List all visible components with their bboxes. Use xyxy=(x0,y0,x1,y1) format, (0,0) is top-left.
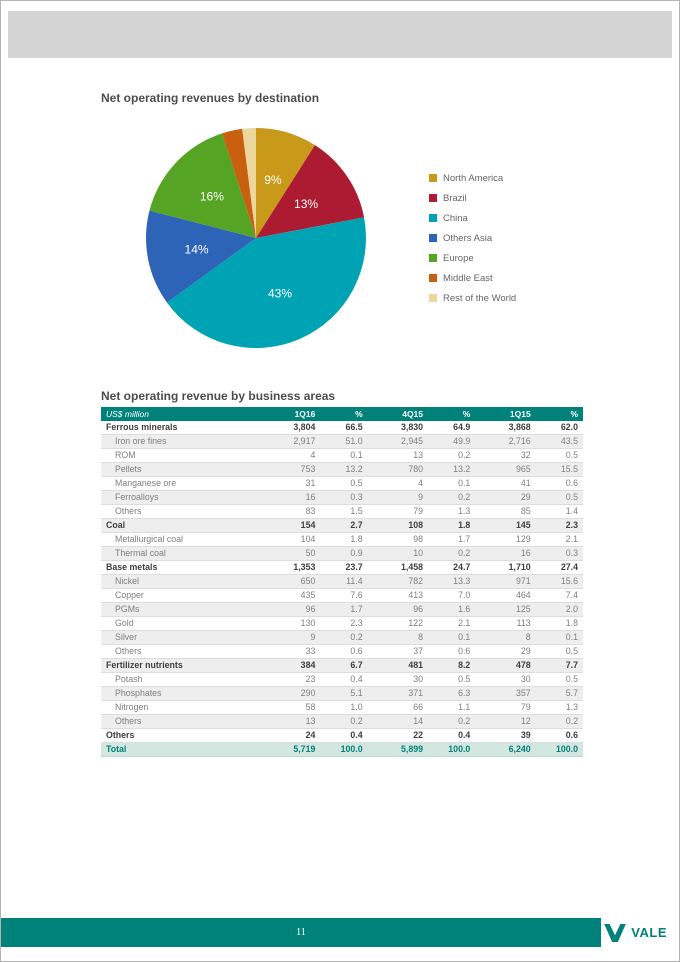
legend-item-others-asia xyxy=(429,233,516,244)
row-value-5: 0.5 xyxy=(536,645,583,659)
row-value-1: 1.8 xyxy=(320,533,367,547)
row-value-2: 37 xyxy=(368,645,428,659)
row-value-3: 8.2 xyxy=(428,659,475,673)
row-value-5: 100.0 xyxy=(536,743,583,757)
row-value-5: 0.6 xyxy=(536,729,583,743)
row-value-3: 1.8 xyxy=(428,519,475,533)
row-value-1: 0.5 xyxy=(320,477,367,491)
row-value-5: 0.5 xyxy=(536,673,583,687)
row-value-3: 0.1 xyxy=(428,477,475,491)
row-value-4: 1,710 xyxy=(475,561,535,575)
pie-slice-percent-label: 13% xyxy=(294,196,319,211)
table-header-col-2: % xyxy=(320,407,367,421)
row-value-4: 32 xyxy=(475,449,535,463)
row-value-1: 0.2 xyxy=(320,631,367,645)
revenue-table-body xyxy=(101,421,583,757)
row-value-1: 1.0 xyxy=(320,701,367,715)
pie-chart-area xyxy=(101,113,583,363)
row-label: Total xyxy=(101,743,260,757)
legend-label: North America xyxy=(443,172,504,184)
table-row-fertilizer-nutrients xyxy=(101,659,583,673)
row-value-1: 2.7 xyxy=(320,519,367,533)
row-value-1: 7.6 xyxy=(320,589,367,603)
pie-slice-percent-label: 9% xyxy=(264,172,282,187)
table-row-phosphates xyxy=(101,687,583,701)
row-value-1: 100.0 xyxy=(320,743,367,757)
row-value-5: 1.3 xyxy=(536,701,583,715)
row-value-3: 1.7 xyxy=(428,533,475,547)
row-value-0: 50 xyxy=(260,547,320,561)
row-value-1: 23.7 xyxy=(320,561,367,575)
row-value-5: 0.1 xyxy=(536,631,583,645)
row-value-5: 2.0 xyxy=(536,603,583,617)
row-label: Others xyxy=(101,729,260,743)
page-content xyxy=(101,91,583,757)
row-value-2: 782 xyxy=(368,575,428,589)
row-value-3: 0.6 xyxy=(428,645,475,659)
table-row-copper xyxy=(101,589,583,603)
table-row-others xyxy=(101,505,583,519)
row-value-5: 1.4 xyxy=(536,505,583,519)
legend-item-rest-of-the-world xyxy=(429,293,516,304)
vale-logo-text: VALE xyxy=(631,925,667,940)
row-label: Ferroalloys xyxy=(101,491,260,505)
row-value-1: 0.6 xyxy=(320,645,367,659)
row-value-4: 464 xyxy=(475,589,535,603)
pie-section-title: Net operating revenues by destination xyxy=(101,91,320,105)
row-value-2: 122 xyxy=(368,617,428,631)
legend-item-middle-east xyxy=(429,273,516,284)
table-row-potash xyxy=(101,673,583,687)
vale-v-icon xyxy=(604,924,626,942)
row-value-2: 98 xyxy=(368,533,428,547)
legend-swatch-icon xyxy=(429,234,437,242)
row-value-2: 66 xyxy=(368,701,428,715)
row-value-2: 413 xyxy=(368,589,428,603)
row-value-1: 0.1 xyxy=(320,449,367,463)
row-value-1: 5.1 xyxy=(320,687,367,701)
legend-swatch-icon xyxy=(429,254,437,262)
row-value-0: 650 xyxy=(260,575,320,589)
row-value-5: 0.5 xyxy=(536,449,583,463)
pie-legend xyxy=(429,173,516,304)
row-value-0: 83 xyxy=(260,505,320,519)
row-value-4: 3,868 xyxy=(475,421,535,435)
table-row-ferrous-minerals xyxy=(101,421,583,435)
row-value-5: 15.6 xyxy=(536,575,583,589)
row-value-1: 51.0 xyxy=(320,435,367,449)
row-label: Nitrogen xyxy=(101,701,260,715)
row-label: Others xyxy=(101,715,260,729)
legend-item-china xyxy=(429,213,516,224)
row-value-2: 5,899 xyxy=(368,743,428,757)
row-label: Base metals xyxy=(101,561,260,575)
pie-slice-percent-label: 14% xyxy=(184,242,209,257)
table-row-manganese-ore xyxy=(101,477,583,491)
row-value-5: 7.7 xyxy=(536,659,583,673)
row-value-4: 30 xyxy=(475,673,535,687)
row-value-3: 2.1 xyxy=(428,617,475,631)
row-value-3: 0.4 xyxy=(428,729,475,743)
row-value-2: 9 xyxy=(368,491,428,505)
row-value-3: 13.2 xyxy=(428,463,475,477)
row-value-3: 0.5 xyxy=(428,673,475,687)
row-value-3: 6.3 xyxy=(428,687,475,701)
row-value-1: 1.7 xyxy=(320,603,367,617)
row-value-0: 154 xyxy=(260,519,320,533)
row-value-0: 104 xyxy=(260,533,320,547)
row-value-5: 27.4 xyxy=(536,561,583,575)
row-value-0: 13 xyxy=(260,715,320,729)
row-value-5: 0.6 xyxy=(536,477,583,491)
row-label: Iron ore fines xyxy=(101,435,260,449)
row-value-2: 8 xyxy=(368,631,428,645)
row-value-0: 5,719 xyxy=(260,743,320,757)
row-value-4: 129 xyxy=(475,533,535,547)
row-value-2: 1,458 xyxy=(368,561,428,575)
row-value-3: 0.2 xyxy=(428,449,475,463)
row-label: Others xyxy=(101,645,260,659)
table-row-coal xyxy=(101,519,583,533)
row-value-0: 9 xyxy=(260,631,320,645)
row-value-3: 0.2 xyxy=(428,491,475,505)
row-value-1: 0.4 xyxy=(320,673,367,687)
table-row-nitrogen xyxy=(101,701,583,715)
row-label: PGMs xyxy=(101,603,260,617)
row-value-5: 7.4 xyxy=(536,589,583,603)
row-label: Nickel xyxy=(101,575,260,589)
footer-bar xyxy=(1,918,601,947)
row-value-4: 8 xyxy=(475,631,535,645)
table-row-iron-ore-fines xyxy=(101,435,583,449)
row-value-1: 2.3 xyxy=(320,617,367,631)
row-value-0: 384 xyxy=(260,659,320,673)
row-value-1: 0.2 xyxy=(320,715,367,729)
vale-logo xyxy=(604,918,667,947)
row-label: Others xyxy=(101,505,260,519)
legend-swatch-icon xyxy=(429,294,437,302)
row-value-3: 49.9 xyxy=(428,435,475,449)
row-value-4: 79 xyxy=(475,701,535,715)
table-row-silver xyxy=(101,631,583,645)
row-value-0: 2,917 xyxy=(260,435,320,449)
row-label: Coal xyxy=(101,519,260,533)
row-value-0: 16 xyxy=(260,491,320,505)
row-value-3: 64.9 xyxy=(428,421,475,435)
row-value-2: 3,830 xyxy=(368,421,428,435)
table-row-ferroalloys xyxy=(101,491,583,505)
row-value-0: 130 xyxy=(260,617,320,631)
row-value-1: 6.7 xyxy=(320,659,367,673)
row-value-5: 15.5 xyxy=(536,463,583,477)
row-value-4: 478 xyxy=(475,659,535,673)
header-banner xyxy=(8,11,672,58)
row-label: Thermal coal xyxy=(101,547,260,561)
row-label: Phosphates xyxy=(101,687,260,701)
table-header-unit: US$ million xyxy=(101,407,260,421)
row-value-3: 100.0 xyxy=(428,743,475,757)
row-value-1: 1.5 xyxy=(320,505,367,519)
row-label: ROM xyxy=(101,449,260,463)
row-value-0: 753 xyxy=(260,463,320,477)
row-value-5: 62.0 xyxy=(536,421,583,435)
table-header-col-1: 1Q16 xyxy=(260,407,320,421)
row-value-4: 29 xyxy=(475,491,535,505)
table-header-col-6: % xyxy=(536,407,583,421)
table-row-others xyxy=(101,729,583,743)
row-value-0: 3,804 xyxy=(260,421,320,435)
revenue-table-head xyxy=(101,407,583,421)
row-value-4: 971 xyxy=(475,575,535,589)
row-value-2: 780 xyxy=(368,463,428,477)
row-value-2: 22 xyxy=(368,729,428,743)
table-section-title: Net operating revenue by business areas xyxy=(101,389,336,403)
row-value-4: 357 xyxy=(475,687,535,701)
row-label: Ferrous minerals xyxy=(101,421,260,435)
legend-swatch-icon xyxy=(429,174,437,182)
legend-swatch-icon xyxy=(429,274,437,282)
legend-item-north-america xyxy=(429,173,516,184)
table-row-gold xyxy=(101,617,583,631)
table-row-pellets xyxy=(101,463,583,477)
row-value-2: 481 xyxy=(368,659,428,673)
row-value-4: 2,716 xyxy=(475,435,535,449)
table-row-metallurgical-coal xyxy=(101,533,583,547)
pie-chart xyxy=(131,113,381,363)
row-value-3: 0.2 xyxy=(428,715,475,729)
row-value-4: 125 xyxy=(475,603,535,617)
row-value-2: 30 xyxy=(368,673,428,687)
row-value-3: 7.0 xyxy=(428,589,475,603)
legend-item-europe xyxy=(429,253,516,264)
legend-label: Others Asia xyxy=(443,232,493,244)
row-value-0: 31 xyxy=(260,477,320,491)
row-value-3: 1.3 xyxy=(428,505,475,519)
row-label: Potash xyxy=(101,673,260,687)
row-value-3: 1.1 xyxy=(428,701,475,715)
row-value-2: 108 xyxy=(368,519,428,533)
table-row-others xyxy=(101,645,583,659)
row-value-1: 66.5 xyxy=(320,421,367,435)
row-value-0: 23 xyxy=(260,673,320,687)
row-value-4: 6,240 xyxy=(475,743,535,757)
row-label: Fertilizer nutrients xyxy=(101,659,260,673)
row-value-4: 85 xyxy=(475,505,535,519)
row-value-5: 2.3 xyxy=(536,519,583,533)
row-value-2: 4 xyxy=(368,477,428,491)
row-value-2: 79 xyxy=(368,505,428,519)
table-header-col-3: 4Q15 xyxy=(368,407,428,421)
revenue-table xyxy=(101,407,583,757)
table-row-thermal-coal xyxy=(101,547,583,561)
row-value-5: 5.7 xyxy=(536,687,583,701)
row-label: Manganese ore xyxy=(101,477,260,491)
row-value-1: 0.3 xyxy=(320,491,367,505)
legend-item-brazil xyxy=(429,193,516,204)
table-row-others xyxy=(101,715,583,729)
row-value-0: 24 xyxy=(260,729,320,743)
table-row-rom xyxy=(101,449,583,463)
row-value-3: 13.3 xyxy=(428,575,475,589)
row-value-0: 435 xyxy=(260,589,320,603)
row-value-5: 2.1 xyxy=(536,533,583,547)
legend-label: Middle East xyxy=(443,272,493,284)
row-value-3: 0.2 xyxy=(428,547,475,561)
row-value-4: 12 xyxy=(475,715,535,729)
row-value-2: 2,945 xyxy=(368,435,428,449)
row-value-0: 4 xyxy=(260,449,320,463)
row-value-0: 33 xyxy=(260,645,320,659)
row-value-4: 113 xyxy=(475,617,535,631)
row-value-5: 0.2 xyxy=(536,715,583,729)
table-header-row xyxy=(101,407,583,421)
row-value-1: 13.2 xyxy=(320,463,367,477)
legend-label: China xyxy=(443,212,468,224)
row-value-3: 1.6 xyxy=(428,603,475,617)
row-value-5: 0.3 xyxy=(536,547,583,561)
row-value-3: 24.7 xyxy=(428,561,475,575)
table-row-total xyxy=(101,743,583,757)
table-header-col-4: % xyxy=(428,407,475,421)
row-value-4: 29 xyxy=(475,645,535,659)
row-value-5: 0.5 xyxy=(536,491,583,505)
row-value-4: 965 xyxy=(475,463,535,477)
row-value-4: 39 xyxy=(475,729,535,743)
row-value-2: 13 xyxy=(368,449,428,463)
row-value-2: 10 xyxy=(368,547,428,561)
legend-label: Europe xyxy=(443,252,474,264)
row-value-0: 58 xyxy=(260,701,320,715)
legend-label: Brazil xyxy=(443,192,467,204)
row-value-2: 96 xyxy=(368,603,428,617)
table-header-col-5: 1Q15 xyxy=(475,407,535,421)
pie-slice-percent-label: 16% xyxy=(199,189,224,204)
row-value-1: 0.9 xyxy=(320,547,367,561)
row-value-2: 371 xyxy=(368,687,428,701)
row-value-1: 11.4 xyxy=(320,575,367,589)
row-label: Gold xyxy=(101,617,260,631)
table-row-nickel xyxy=(101,575,583,589)
table-row-base-metals xyxy=(101,561,583,575)
row-label: Metallurgical coal xyxy=(101,533,260,547)
row-value-1: 0.4 xyxy=(320,729,367,743)
legend-swatch-icon xyxy=(429,194,437,202)
row-value-4: 145 xyxy=(475,519,535,533)
table-row-pgms xyxy=(101,603,583,617)
row-label: Silver xyxy=(101,631,260,645)
row-value-3: 0.1 xyxy=(428,631,475,645)
row-value-2: 14 xyxy=(368,715,428,729)
row-value-5: 43.5 xyxy=(536,435,583,449)
row-label: Pellets xyxy=(101,463,260,477)
page-number: 11 xyxy=(296,927,306,938)
legend-swatch-icon xyxy=(429,214,437,222)
pie-slice-percent-label: 43% xyxy=(268,286,293,301)
row-value-4: 41 xyxy=(475,477,535,491)
row-value-0: 96 xyxy=(260,603,320,617)
row-value-4: 16 xyxy=(475,547,535,561)
row-value-0: 290 xyxy=(260,687,320,701)
legend-label: Rest of the World xyxy=(443,292,517,304)
row-label: Copper xyxy=(101,589,260,603)
row-value-5: 1.8 xyxy=(536,617,583,631)
row-value-0: 1,353 xyxy=(260,561,320,575)
